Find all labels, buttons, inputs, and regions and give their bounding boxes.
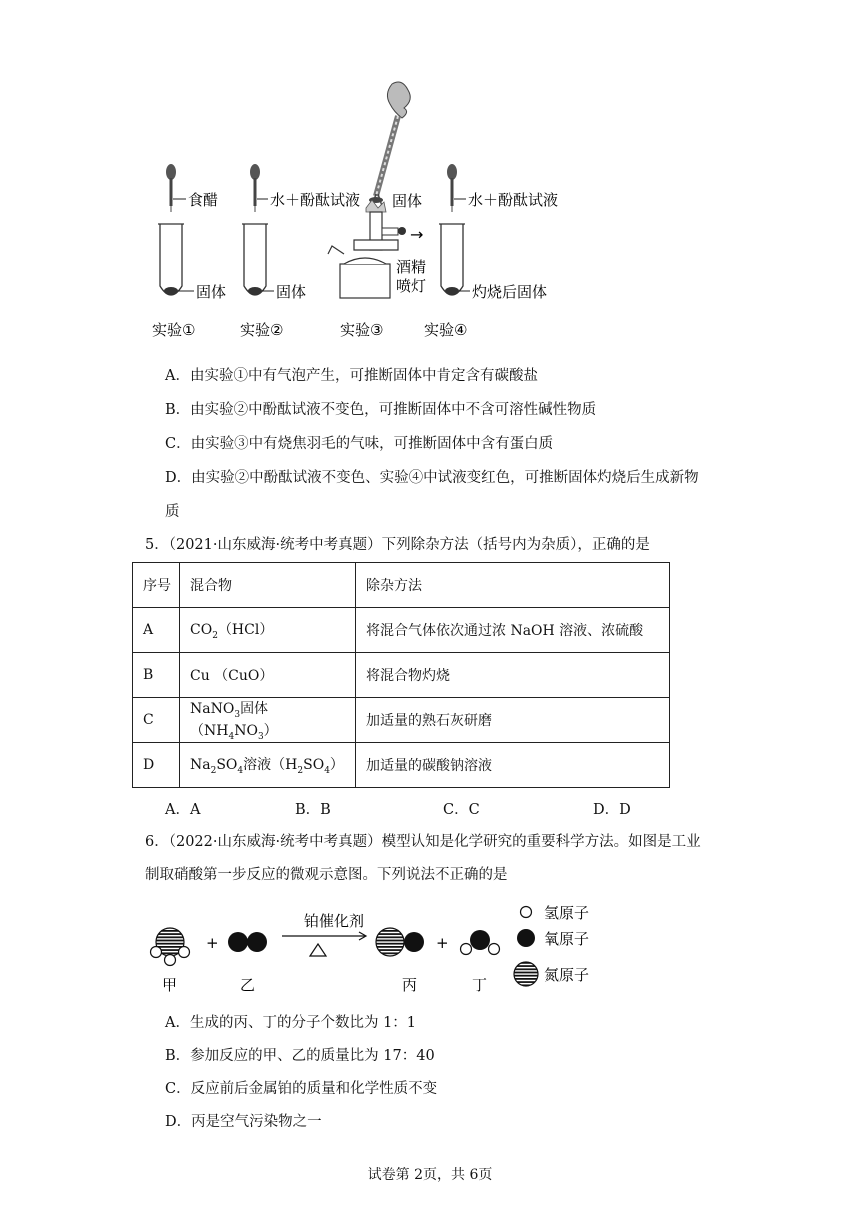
header-mixture: 混合物 bbox=[180, 563, 356, 608]
heat-triangle-icon bbox=[310, 944, 326, 956]
q4-option-d: D．由实验②中酚酞试液不变色、实验④中试液变红色，可推断固体灼烧后生成新物 bbox=[165, 470, 699, 486]
dropper-1 bbox=[166, 164, 176, 212]
exp-label-2: 实验② bbox=[240, 321, 284, 339]
test-tube-1 bbox=[158, 224, 184, 295]
header-id: 序号 bbox=[133, 563, 180, 608]
row-mixture: NaNO$_3$固体$(NH_4NO_3)$ bbox=[180, 698, 356, 743]
catalyst-label: 铂催化剂 bbox=[304, 912, 365, 930]
molecule-jia bbox=[151, 928, 190, 966]
q5-option-c: C．C bbox=[443, 802, 480, 818]
legend-nitrogen-icon bbox=[514, 962, 538, 986]
lamp-label-1: 酒精 bbox=[396, 258, 427, 276]
lamp-label-2: 喷灯 bbox=[396, 277, 427, 295]
q5-options bbox=[165, 798, 685, 818]
label-ding: 丁 bbox=[472, 976, 488, 994]
exp-label-3: 实验③ bbox=[340, 321, 384, 339]
test-tube-4 bbox=[439, 224, 465, 295]
q4-option-d-cont: 质 bbox=[165, 504, 180, 520]
q4-option-b: B．由实验②中酚酞试液不变色，可推断固体中不含可溶性碱性物质 bbox=[165, 402, 597, 418]
row-mixture: $CO_2(HCl)$ bbox=[180, 608, 356, 653]
table-row bbox=[133, 608, 670, 653]
row-id: A bbox=[133, 608, 180, 653]
legend-oxygen-icon bbox=[517, 929, 535, 947]
solid-label-4: 灼烧后固体 bbox=[472, 283, 548, 301]
exp-label-1: 实验① bbox=[152, 321, 196, 339]
molecule-bing bbox=[376, 928, 424, 956]
table-row bbox=[133, 743, 670, 788]
reagent-label-1: 食醋 bbox=[188, 191, 219, 209]
row-mixture: Cu （CuO） bbox=[180, 653, 356, 698]
solid-label-3: 固体 bbox=[392, 192, 423, 210]
molecule-ding bbox=[461, 930, 500, 955]
table-row bbox=[133, 653, 670, 698]
label-jia: 甲 bbox=[162, 976, 178, 994]
dropper-2 bbox=[250, 164, 260, 212]
row-method: 将混合气体依次通过浓 NaOH 溶液、浓硫酸 bbox=[356, 608, 670, 653]
test-tube-2 bbox=[242, 224, 268, 295]
reagent-label-2: 水＋酚酞试液 bbox=[270, 191, 361, 209]
row-id: C bbox=[133, 698, 180, 743]
alcohol-blowtorch-icon bbox=[328, 200, 406, 298]
header-method: 除杂方法 bbox=[356, 563, 670, 608]
plus-sign-2: + bbox=[436, 934, 449, 952]
solid-label-2: 固体 bbox=[276, 283, 307, 301]
experiment-figure bbox=[140, 78, 580, 348]
q4-option-a: A．由实验①中有气泡产生，可推断固体中肯定含有碳酸盐 bbox=[165, 368, 538, 384]
row-method: 加适量的碳酸钠溶液 bbox=[356, 743, 670, 788]
page-footer: 试卷第 2页，共 6页 bbox=[367, 1167, 493, 1183]
legend-oxygen: 氧原子 bbox=[544, 930, 590, 948]
plus-sign: + bbox=[206, 934, 219, 952]
q6-stem-line1: 6．（2022·山东威海·统考中考真题）模型认知是化学研究的重要科学方法。如图是工业 bbox=[145, 834, 701, 850]
row-id: B bbox=[133, 653, 180, 698]
q6-option-c: C．反应前后金属铂的质量和化学性质不变 bbox=[165, 1081, 438, 1097]
q6-option-a: A．生成的丙、丁的分子个数比为 1：1 bbox=[165, 1015, 417, 1031]
arrow-icon: → bbox=[410, 225, 424, 244]
row-id: D bbox=[133, 743, 180, 788]
label-bing: 丙 bbox=[402, 976, 418, 994]
table-row bbox=[133, 698, 670, 743]
dropper-4 bbox=[447, 164, 457, 212]
molecule-yi bbox=[228, 932, 267, 952]
row-mixture: $Na_2SO_4$溶液$(H_2SO_4)$ bbox=[180, 743, 356, 788]
q4-option-c: C．由实验③中有烧焦羽毛的气味，可推断固体中含有蛋白质 bbox=[165, 436, 554, 452]
label-yi: 乙 bbox=[240, 976, 256, 994]
legend bbox=[514, 904, 589, 986]
q5-option-b: B．B bbox=[295, 802, 331, 818]
q6-stem-line2: 制取硝酸第一步反应的微观示意图。下列说法不正确的是 bbox=[145, 867, 508, 883]
legend-hydrogen-icon bbox=[521, 907, 532, 918]
crucible-tongs-icon bbox=[372, 82, 410, 206]
row-method: 将混合物灼烧 bbox=[356, 653, 670, 698]
exp-label-4: 实验④ bbox=[424, 321, 468, 339]
table-header-row bbox=[133, 563, 670, 608]
q5-option-d: D．D bbox=[593, 802, 631, 818]
row-method: 加适量的熟石灰研磨 bbox=[356, 698, 670, 743]
legend-nitrogen: 氮原子 bbox=[544, 966, 590, 984]
q6-option-d: D．丙是空气污染物之一 bbox=[165, 1114, 322, 1130]
legend-hydrogen: 氢原子 bbox=[544, 904, 590, 922]
reaction-diagram bbox=[140, 898, 610, 998]
q5-stem: 5．（2021·山东威海·统考中考真题）下列除杂方法（括号内为杂质），正确的是 bbox=[145, 537, 650, 553]
q6-option-b: B．参加反应的甲、乙的质量比为 17：40 bbox=[165, 1048, 435, 1064]
q5-option-a: A．A bbox=[165, 802, 201, 818]
purification-table bbox=[132, 562, 670, 788]
solid-label-1: 固体 bbox=[196, 283, 227, 301]
reagent-label-4: 水＋酚酞试液 bbox=[468, 191, 559, 209]
